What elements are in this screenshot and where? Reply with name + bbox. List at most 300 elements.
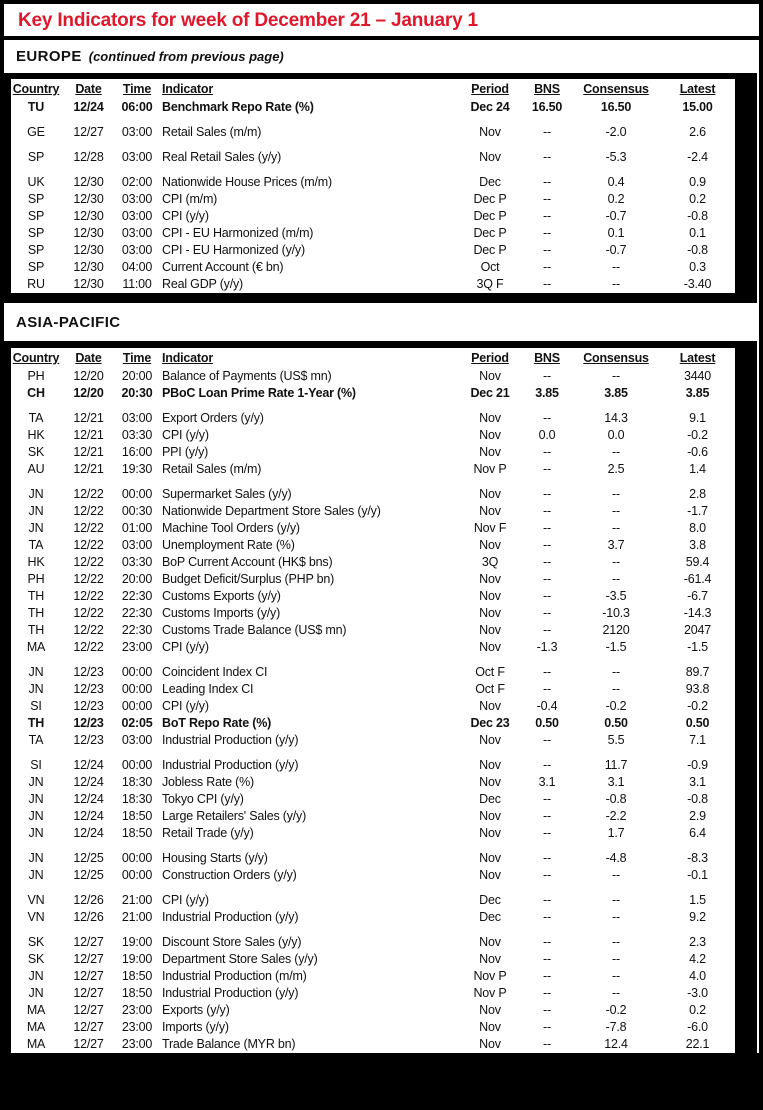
cell-consensus: --	[612, 504, 620, 518]
table-row	[11, 444, 735, 461]
table-row	[11, 191, 735, 208]
cell-bns: --	[543, 792, 551, 806]
section-title: ASIA-PACIFIC	[16, 313, 121, 331]
column-header-consensus: Consensus	[583, 82, 649, 96]
cell-country: TA	[28, 411, 44, 425]
europe-table	[4, 73, 757, 303]
table-row	[11, 149, 735, 166]
cell-indicator: Benchmark Repo Rate (%)	[162, 100, 314, 114]
cell-period: Dec P	[473, 192, 507, 206]
table-row	[11, 385, 735, 402]
cell-country: TU	[27, 100, 45, 114]
cell-indicator: Export Orders (y/y)	[162, 411, 264, 425]
cell-bns: --	[543, 682, 551, 696]
cell-consensus: 16.50	[600, 100, 632, 114]
cell-bns: --	[543, 175, 551, 189]
table-row	[11, 681, 735, 698]
cell-period: Dec P	[473, 243, 507, 257]
cell-consensus: -7.8	[605, 1020, 627, 1034]
cell-bns: --	[543, 521, 551, 535]
cell-country: SI	[30, 758, 42, 772]
cell-bns: --	[543, 192, 551, 206]
cell-indicator: PBoC Loan Prime Rate 1-Year (%)	[162, 386, 356, 400]
cell-date: 12/24	[73, 809, 104, 823]
cell-indicator: Unemployment Rate (%)	[162, 538, 295, 552]
table-row	[11, 892, 735, 909]
cell-consensus: 1.7	[607, 826, 625, 840]
cell-date: 12/30	[73, 277, 104, 291]
cell-country: TH	[27, 606, 45, 620]
cell-time: 18:50	[121, 969, 153, 983]
cell-time: 00:30	[121, 504, 153, 518]
cell-consensus: --	[612, 487, 620, 501]
cell-consensus: 5.5	[607, 733, 625, 747]
cell-time: 18:30	[121, 775, 153, 789]
cell-indicator: CPI - EU Harmonized (y/y)	[162, 243, 305, 257]
cell-date: 12/24	[73, 826, 104, 840]
cell-indicator: CPI (y/y)	[162, 640, 209, 654]
cell-period: Nov	[479, 758, 501, 772]
cell-bns: -0.4	[536, 699, 558, 713]
cell-latest: -0.8	[687, 209, 708, 223]
cell-indicator: Jobless Rate (%)	[162, 775, 254, 789]
cell-consensus: -1.5	[605, 640, 627, 654]
cell-latest: -0.2	[687, 699, 708, 713]
cell-date: 12/30	[73, 226, 104, 240]
cell-latest: 3.85	[685, 386, 710, 400]
table-row	[11, 588, 735, 605]
cell-date: 12/22	[73, 640, 104, 654]
cell-period: Nov	[479, 851, 501, 865]
cell-latest: -3.40	[683, 277, 712, 291]
cell-latest: -0.8	[687, 792, 708, 806]
cell-indicator: CPI (y/y)	[162, 428, 209, 442]
cell-indicator: Discount Store Sales (y/y)	[162, 935, 302, 949]
cell-date: 12/23	[73, 716, 104, 730]
cell-time: 20:00	[121, 572, 153, 586]
cell-country: SP	[27, 150, 45, 164]
cell-consensus: 0.2	[607, 192, 625, 206]
cell-time: 21:00	[121, 893, 153, 907]
section-header-europe	[4, 40, 759, 73]
column-header-period: Period	[471, 351, 509, 365]
cell-bns: 0.50	[535, 716, 559, 730]
date-group	[11, 410, 735, 478]
cell-time: 23:00	[121, 1020, 153, 1034]
table-row	[11, 664, 735, 681]
cell-country: RU	[27, 277, 45, 291]
section-header-asia-pacific	[4, 303, 759, 341]
cell-date: 12/26	[73, 910, 104, 924]
cell-consensus: --	[612, 893, 620, 907]
cell-country: JN	[28, 487, 44, 501]
section-title: EUROPE	[16, 48, 82, 65]
cell-period: Nov	[479, 733, 501, 747]
cell-time: 00:00	[121, 851, 153, 865]
column-header-latest: Latest	[679, 351, 716, 365]
cell-time: 18:50	[121, 809, 153, 823]
cell-date: 12/20	[73, 386, 104, 400]
cell-time: 00:00	[121, 487, 153, 501]
table-row	[11, 554, 735, 571]
table-row	[11, 486, 735, 503]
cell-period: Dec 23	[470, 716, 510, 730]
cell-bns: --	[543, 487, 551, 501]
cell-time: 19:00	[121, 935, 153, 949]
cell-bns: --	[543, 411, 551, 425]
cell-time: 00:00	[121, 682, 153, 696]
table-row	[11, 124, 735, 141]
cell-country: SK	[27, 935, 45, 949]
cell-bns: 16.50	[531, 100, 563, 114]
cell-consensus: --	[612, 868, 620, 882]
date-group	[11, 99, 735, 116]
cell-indicator: Retail Sales (m/m)	[162, 462, 262, 476]
cell-date: 12/28	[73, 150, 104, 164]
cell-date: 12/20	[73, 369, 104, 383]
cell-indicator: Leading Index CI	[162, 682, 254, 696]
cell-indicator: BoT Repo Rate (%)	[162, 716, 272, 730]
cell-latest: -1.5	[687, 640, 708, 654]
table-header-row	[11, 79, 735, 99]
cell-country: VN	[27, 910, 45, 924]
cell-bns: --	[543, 809, 551, 823]
cell-latest: -6.0	[687, 1020, 708, 1034]
cell-period: Nov	[479, 935, 501, 949]
table-row	[11, 698, 735, 715]
cell-time: 03:00	[121, 150, 153, 164]
cell-country: JN	[28, 775, 44, 789]
cell-bns: --	[543, 1037, 551, 1051]
cell-consensus: --	[612, 682, 620, 696]
cell-date: 12/26	[73, 893, 104, 907]
cell-time: 20:00	[121, 369, 153, 383]
cell-bns: --	[543, 277, 551, 291]
table-row	[11, 774, 735, 791]
cell-latest: 8.0	[689, 521, 706, 535]
cell-time: 19:30	[121, 462, 153, 476]
cell-date: 12/30	[73, 175, 104, 189]
date-group	[11, 486, 735, 656]
table-row	[11, 968, 735, 985]
cell-bns: --	[543, 733, 551, 747]
cell-country: JN	[28, 986, 44, 1000]
table-row	[11, 985, 735, 1002]
cell-bns: 3.85	[535, 386, 559, 400]
cell-indicator: Imports (y/y)	[162, 1020, 229, 1034]
cell-indicator: Retail Sales (m/m)	[162, 125, 262, 139]
cell-date: 12/30	[73, 260, 104, 274]
cell-time: 22:30	[121, 623, 153, 637]
cell-indicator: Industrial Production (y/y)	[162, 758, 299, 772]
cell-country: SI	[30, 699, 42, 713]
cell-latest: 3.1	[689, 775, 706, 789]
cell-indicator: CPI (y/y)	[162, 699, 209, 713]
cell-indicator: PPI (y/y)	[162, 445, 209, 459]
cell-period: Nov	[479, 699, 501, 713]
cell-time: 01:00	[121, 521, 153, 535]
cell-time: 23:00	[121, 1003, 153, 1017]
cell-latest: 0.3	[689, 260, 706, 274]
cell-latest: -0.9	[687, 758, 708, 772]
cell-indicator: Department Store Sales (y/y)	[162, 952, 318, 966]
cell-indicator: Real Retail Sales (y/y)	[162, 150, 282, 164]
cell-consensus: --	[612, 952, 620, 966]
table-row	[11, 1019, 735, 1036]
cell-consensus: 11.7	[604, 758, 628, 772]
cell-country: JN	[28, 504, 44, 518]
cell-period: Nov	[479, 428, 501, 442]
cell-consensus: -3.5	[605, 589, 627, 603]
cell-latest: 93.8	[685, 682, 710, 696]
cell-consensus: -0.2	[605, 699, 627, 713]
cell-date: 12/24	[73, 775, 104, 789]
column-header-bns: BNS	[534, 82, 560, 96]
cell-bns: --	[543, 935, 551, 949]
title-bar	[4, 4, 759, 36]
cell-latest: 2.8	[689, 487, 706, 501]
cell-latest: 2047	[683, 623, 711, 637]
cell-date: 12/27	[73, 969, 104, 983]
cell-period: Nov	[479, 623, 501, 637]
date-group	[11, 174, 735, 293]
column-header-country: Country	[12, 82, 60, 96]
cell-latest: 3440	[683, 369, 711, 383]
cell-country: SP	[27, 243, 45, 257]
cell-time: 04:00	[121, 260, 153, 274]
cell-consensus: 0.50	[604, 716, 628, 730]
cell-bns: --	[543, 555, 551, 569]
cell-consensus: -0.2	[605, 1003, 627, 1017]
cell-consensus: -4.8	[605, 851, 627, 865]
cell-indicator: Customs Exports (y/y)	[162, 589, 281, 603]
cell-indicator: Nationwide Department Store Sales (y/y)	[162, 504, 381, 518]
cell-period: Dec P	[473, 226, 507, 240]
table-header-row	[11, 348, 735, 368]
cell-date: 12/22	[73, 538, 104, 552]
column-header-period: Period	[471, 82, 509, 96]
cell-period: Nov	[479, 572, 501, 586]
cell-time: 02:00	[121, 175, 153, 189]
cell-bns: --	[543, 243, 551, 257]
date-group	[11, 664, 735, 749]
cell-bns: --	[543, 969, 551, 983]
cell-bns: --	[543, 893, 551, 907]
cell-bns: --	[543, 226, 551, 240]
cell-date: 12/21	[73, 445, 104, 459]
cell-country: MA	[26, 1037, 46, 1051]
cell-time: 16:00	[121, 445, 153, 459]
cell-date: 12/25	[73, 868, 104, 882]
cell-indicator: Trade Balance (MYR bn)	[162, 1037, 296, 1051]
cell-latest: 0.9	[689, 175, 706, 189]
cell-time: 00:00	[121, 868, 153, 882]
cell-country: JN	[28, 826, 44, 840]
cell-country: JN	[28, 682, 44, 696]
cell-consensus: -0.8	[605, 792, 627, 806]
cell-date: 12/22	[73, 487, 104, 501]
date-group	[11, 149, 735, 166]
section-note: (continued from previous page)	[88, 49, 284, 64]
cell-country: TA	[28, 733, 44, 747]
cell-consensus: --	[612, 277, 620, 291]
cell-period: Dec	[479, 792, 501, 806]
cell-latest: 9.2	[689, 910, 706, 924]
cell-indicator: BoP Current Account (HK$ bns)	[162, 555, 333, 569]
cell-bns: --	[543, 589, 551, 603]
cell-period: Nov	[479, 606, 501, 620]
cell-time: 03:00	[121, 733, 153, 747]
cell-consensus: 3.7	[607, 538, 625, 552]
table-row	[11, 242, 735, 259]
column-header-bns: BNS	[534, 351, 560, 365]
cell-date: 12/22	[73, 606, 104, 620]
date-group	[11, 892, 735, 926]
cell-latest: -0.6	[687, 445, 708, 459]
cell-period: Oct F	[475, 665, 505, 679]
cell-time: 22:30	[121, 606, 153, 620]
cell-date: 12/27	[73, 1003, 104, 1017]
cell-consensus: 12.4	[604, 1037, 628, 1051]
cell-indicator: Balance of Payments (US$ mn)	[162, 369, 332, 383]
cell-date: 12/30	[73, 243, 104, 257]
cell-latest: 2.9	[689, 809, 706, 823]
table-row	[11, 825, 735, 842]
cell-latest: 4.0	[689, 969, 706, 983]
cell-indicator: Industrial Production (y/y)	[162, 986, 299, 1000]
cell-date: 12/22	[73, 623, 104, 637]
column-header-date: Date	[75, 351, 102, 365]
cell-consensus: --	[612, 369, 620, 383]
cell-period: Nov	[479, 1020, 501, 1034]
cell-consensus: --	[612, 260, 620, 274]
cell-time: 03:00	[121, 192, 153, 206]
cell-country: MA	[26, 1003, 46, 1017]
cell-date: 12/27	[73, 125, 104, 139]
cell-latest: 89.7	[685, 665, 710, 679]
cell-date: 12/22	[73, 555, 104, 569]
cell-period: Dec	[479, 893, 501, 907]
cell-indicator: CPI - EU Harmonized (m/m)	[162, 226, 314, 240]
cell-date: 12/21	[73, 462, 104, 476]
cell-country: MA	[26, 640, 46, 654]
cell-latest: 2.6	[689, 125, 706, 139]
cell-date: 12/21	[73, 428, 104, 442]
cell-latest: -0.2	[687, 428, 708, 442]
cell-indicator: Industrial Production (m/m)	[162, 969, 307, 983]
cell-consensus: -0.7	[605, 243, 627, 257]
table-row	[11, 909, 735, 926]
cell-latest: -2.4	[687, 150, 708, 164]
cell-time: 03:00	[121, 125, 153, 139]
column-header-latest: Latest	[679, 82, 716, 96]
cell-time: 03:00	[121, 538, 153, 552]
cell-time: 03:30	[121, 428, 153, 442]
cell-period: Nov	[479, 150, 501, 164]
cell-bns: --	[543, 260, 551, 274]
cell-time: 03:00	[121, 226, 153, 240]
cell-consensus: 2.5	[607, 462, 625, 476]
asia-pacific-table-body	[11, 368, 735, 1053]
asia-pacific-table	[4, 341, 757, 1053]
table-row	[11, 951, 735, 968]
cell-bns: --	[543, 504, 551, 518]
cell-latest: 22.1	[685, 1037, 710, 1051]
table-row	[11, 99, 735, 116]
cell-date: 12/24	[73, 758, 104, 772]
cell-country: JN	[28, 851, 44, 865]
table-row	[11, 410, 735, 427]
cell-consensus: --	[612, 555, 620, 569]
cell-indicator: Tokyo CPI (y/y)	[162, 792, 244, 806]
column-header-time: Time	[122, 82, 152, 96]
cell-consensus: --	[612, 445, 620, 459]
cell-country: TA	[28, 538, 44, 552]
europe-table-body	[11, 99, 735, 293]
cell-indicator: Budget Deficit/Surplus (PHP bn)	[162, 572, 335, 586]
cell-country: JN	[28, 809, 44, 823]
cell-period: Oct	[480, 260, 500, 274]
cell-bns: --	[543, 538, 551, 552]
cell-period: Nov	[479, 411, 501, 425]
cell-bns: --	[543, 462, 551, 476]
cell-latest: -0.1	[687, 868, 708, 882]
cell-bns: --	[543, 150, 551, 164]
table-row	[11, 461, 735, 478]
cell-consensus: 14.3	[604, 411, 628, 425]
cell-date: 12/23	[73, 665, 104, 679]
cell-country: SP	[27, 260, 45, 274]
cell-bns: --	[543, 369, 551, 383]
cell-country: HK	[27, 555, 45, 569]
cell-country: CH	[27, 386, 45, 400]
cell-bns: --	[543, 623, 551, 637]
date-group	[11, 757, 735, 842]
cell-consensus: --	[612, 986, 620, 1000]
cell-country: JN	[28, 792, 44, 806]
date-group	[11, 368, 735, 402]
cell-bns: --	[543, 826, 551, 840]
cell-period: Nov F	[473, 521, 507, 535]
cell-consensus: --	[612, 521, 620, 535]
table-row	[11, 259, 735, 276]
cell-time: 18:50	[121, 826, 153, 840]
cell-bns: --	[543, 868, 551, 882]
cell-period: Dec	[479, 910, 501, 924]
table-row	[11, 850, 735, 867]
cell-indicator: Real GDP (y/y)	[162, 277, 244, 291]
table-row	[11, 276, 735, 293]
cell-bns: --	[543, 986, 551, 1000]
table-row	[11, 808, 735, 825]
cell-period: Oct F	[475, 682, 505, 696]
cell-date: 12/22	[73, 572, 104, 586]
cell-date: 12/27	[73, 986, 104, 1000]
cell-consensus: 0.0	[607, 428, 625, 442]
cell-period: Nov	[479, 125, 501, 139]
cell-date: 12/27	[73, 1020, 104, 1034]
table-row	[11, 208, 735, 225]
cell-consensus: 0.1	[607, 226, 625, 240]
cell-bns: 3.1	[538, 775, 556, 789]
cell-indicator: Supermarket Sales (y/y)	[162, 487, 292, 501]
cell-latest: 1.4	[689, 462, 706, 476]
cell-country: SK	[27, 952, 45, 966]
cell-period: Dec 24	[470, 100, 510, 114]
cell-consensus: -2.0	[605, 125, 627, 139]
table-row	[11, 427, 735, 444]
cell-period: Nov	[479, 640, 501, 654]
